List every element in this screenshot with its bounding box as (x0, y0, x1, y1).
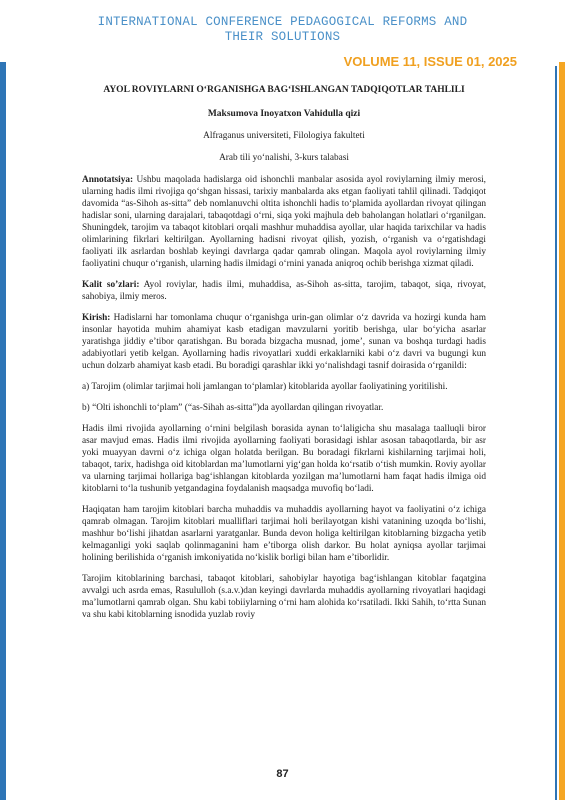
abstract-text: Ushbu maqolada hadislarga oid ishonchli manbalar asosida ayol roviylarning ilmiy merosi, ularning hadis ilmi rivojiga qo‘shgan hissasi, tarixiy manbalarda aks etgan faoliyati tahlil qilinadi. Tadqiqot davomida “as-Sihoh as-sitta” deb nomlanuvchi oltita ishonchli hadis to‘plamida ayollardan rivoyat qilingan hadislar soni, ularning darajalari, tabaqotdagi o‘rni, siqa yoki majhula deb baholangan holatlari o‘rganilgan. Shuningdek, tarojim va tabaqot kitoblari orqali mashhur muhaddisa ayollar, ular haqida tarixchilar va hadis olimlarining fikrlari keltirilgan. Ayollarning hadisni rivoyat qilish, yozish, o‘rganish va o‘rgatishdagi faoliyati ilk asrlardan boshlab keyingi davrlarga qadar qamrab olingan. Maqola ayol roviylarning ilmiy faoliyatini chuqur o‘rganish, ularning hadis ilmidagi o‘rnini yanada aniqroq ochib berishga xizmat qiladi. (82, 175, 486, 269)
list-item-b: b) “Olti ishonchli to‘plam” (“as-Sihah as-sitta”)da ayollardan qilingan rivoyatlar. (82, 403, 384, 413)
paragraph-3: Tarojim kitoblarining barchasi, tabaqot kitoblari, sahobiylar hayotiga bag‘ishlangan kitoblar faqatgina avvalgi uch asrda emas, Rasululloh (s.a.v.)dan keyingi davrlarda muhaddis ayollarning rivoyatlari haqidagi ma’lumotlarni qamrab olgan. Shu kabi tobiiylarning o‘rni ham alohida ko‘rsatiladi. Ikki Sahih, to‘rtta Sunan va shu kabi kitoblarning isnodida yuzlab roviy (82, 574, 486, 620)
intro-label: Kirish: (82, 313, 111, 323)
paragraph-1: Hadis ilmi rivojida ayollarning o‘rnini belgilash borasida aynan to‘laligicha shu masalaga taalluqli biror asar mavjud emas. Hadis ilmi rivojida ayollarning faoliyati borasidagi ishlar asosan tabaqotlarda, bir asr yoki muayyan davrni o‘z ichiga olgan holatda berilgan. Bu boradagi fikrlarni kishilarning tarjimai holi, tabaqot, tarix, hadishga oid kitoblardan ma’lumotlarni yig‘gan holda ko‘rsatib o‘tish mumkin. Roviy ayollar va ularning tarjimai hollariga bag‘ishlangan kitoblarda yozilgan ma’lumotlarni ham faqat hadis ilmiga oid kitoblarni to‘la tushunib yetgandagina foydalanish maqsadga muvofiq bo‘ladi. (82, 424, 486, 494)
abstract-label: Annotatsiya: (82, 175, 134, 185)
list-item-a: a) Tarojim (olimlar tarjimai holi jamlangan to‘plamlar) kitoblarida ayollar faoliyatining yoritilishi. (82, 382, 448, 392)
introduction (82, 312, 486, 372)
keywords-text: Ayol roviylar, hadis ilmi, muhaddisa, as-Sihoh as-sitta, tarojim, tabaqot, siqa, rivoyat, sahobiya, ilmiy meros. (82, 280, 486, 302)
author-name: Maksumova Inoyatxon Vahidulla qizi (207, 109, 361, 119)
affiliation: Alfraganus universiteti, Filologiya fakulteti (203, 131, 365, 141)
abstract (82, 174, 486, 270)
intro-text: Hadislarni har tomonlama chuqur o‘rganishga urin-gan olimlar o‘z davrida va hozirgi kunda ham insonlar hayotida muhim ahamiyat kasb etadigan mavzularni yoritib berishga, ular bo‘yicha asarlar yaratishga jiddiy e’tibor qaratishgan. Bu borada bizgacha musnad, jome’, sunan va boshqa turdagi hadis adabiyotlari yetib kelgan. Ayollarning hadis rivoyatlari xuddi erkaklarniki kabi o‘z davri va bugungi kun uchun dolzarb ahamiyat kasb etadi. Bu boradigi qarashlar ikki yo‘nalishdagi tasnif doirasida o‘rganildi: (82, 313, 486, 371)
keywords-label: Kalit so’zlari: (82, 280, 140, 290)
left-blue-border (0, 62, 6, 800)
article-title: AYOL ROVIYLARNI O‘RGANISHGA BAG‘ISHLANGAN TADQIQOTLAR TAHLILI (103, 85, 465, 95)
department: Arab tili yo‘nalishi, 3-kurs talabasi (219, 153, 349, 163)
volume-issue: VOLUME 11, ISSUE 01, 2025 (343, 54, 517, 69)
keywords (82, 279, 486, 303)
conference-title-line1: INTERNATIONAL CONFERENCE PEDAGOGICAL REFORMS AND (97, 15, 468, 29)
right-blue-line (555, 66, 557, 800)
page-number: 87 (276, 768, 289, 780)
article-body (82, 84, 486, 630)
conference-header (0, 15, 565, 45)
paragraph-2: Haqiqatan ham tarojim kitoblari barcha muhaddis va muhaddis ayollarning hayot va faoliyatini o‘z ichiga qamrab olmagan. Tarojim kitoblari mualliflari tarjimai holi berilayotgan kishi vatanining uzoqda bo‘lishi, mashhur bo‘lishi jihatdan asarlarni yaratganlar. Bunda devon holiga keltirilgan kitoblarning bizgacha yetib kelmaganligi yoki saqlab qolinmaganini ham e’tiborga olish darkor. Bu holat ayniqsa ayollar tarjimai holining berilishida o‘rganish imkoniyatida no‘kislik borligi bilan ham e’tiborlidir. (82, 505, 486, 563)
conference-title-line2: THEIR SOLUTIONS (224, 30, 341, 44)
right-orange-border (559, 62, 565, 800)
